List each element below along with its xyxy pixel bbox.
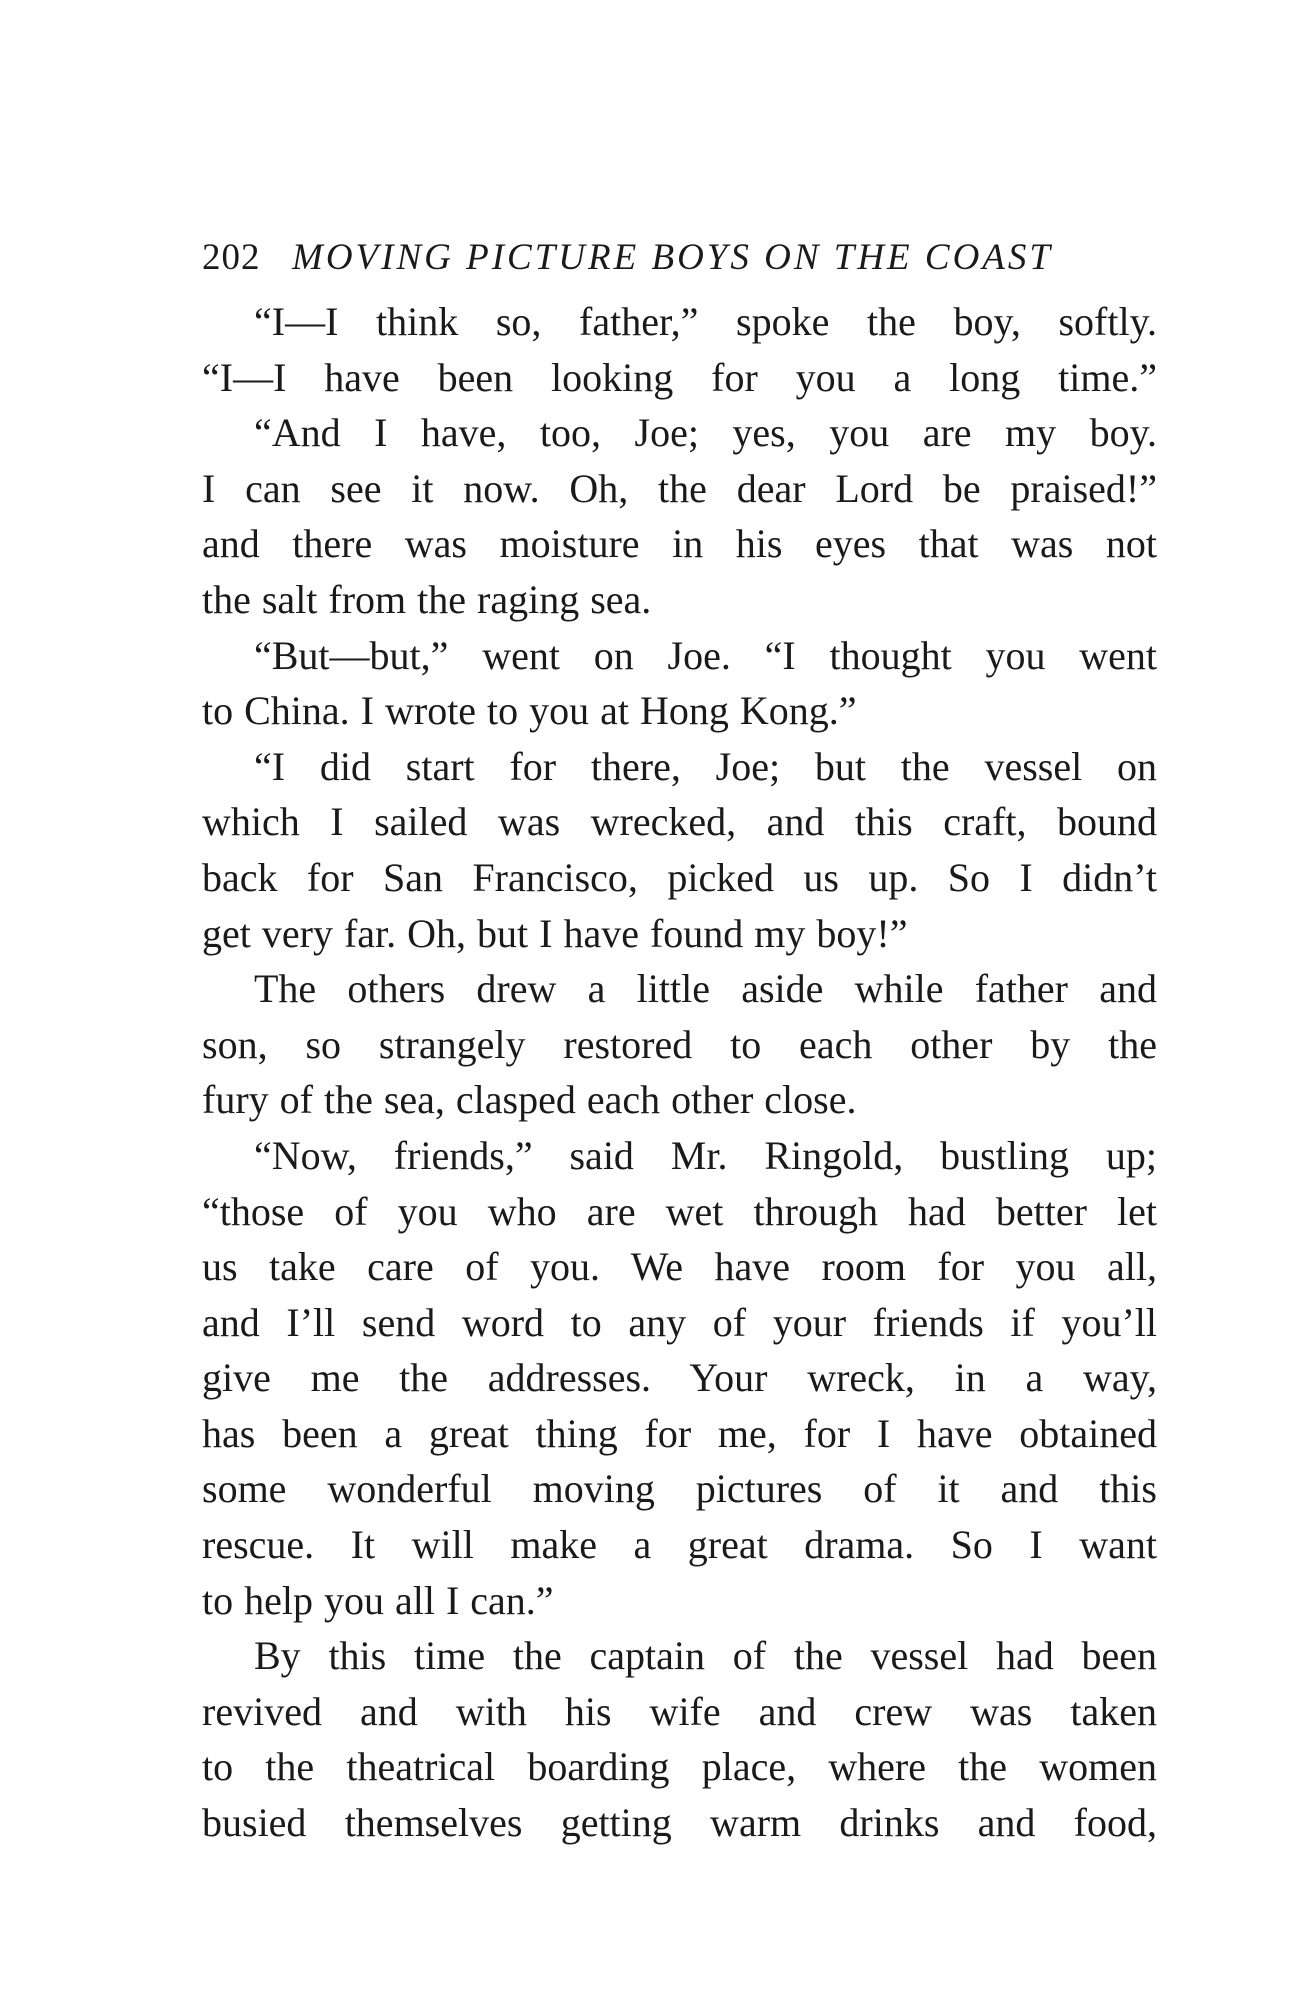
text-line: to China. I wrote to you at Hong Kong.” xyxy=(202,688,857,734)
text-line: and I’ll send word to any of your friends if you’ll xyxy=(202,1299,1157,1345)
text-line: to the theatrical boarding place, where the women xyxy=(202,1744,1157,1790)
book-page xyxy=(202,236,1157,1851)
text-line: give me the addresses. Your wreck, in a way, xyxy=(202,1355,1157,1401)
text-line: “And I have, too, Joe; yes, you are my boy. xyxy=(254,410,1157,456)
text-line: rescue. It will make a great drama. So I want xyxy=(202,1522,1157,1568)
text-line: revived and with his wife and crew was taken xyxy=(202,1688,1157,1734)
text-line: “those of you who are wet through had better let xyxy=(202,1188,1157,1234)
text-line: and there was moisture in his eyes that was not xyxy=(202,521,1157,567)
text-line: to help you all I can.” xyxy=(202,1577,554,1623)
text-line: the salt from the raging sea. xyxy=(202,576,652,622)
running-title: MOVING PICTURE BOYS ON THE COAST xyxy=(292,237,1053,278)
body-text xyxy=(202,294,1157,1851)
text-line: busied themselves getting warm drinks and food, xyxy=(202,1800,1157,1846)
text-line: “I—I have been looking for you a long time.” xyxy=(202,354,1157,400)
text-line: us take care of you. We have room for you all, xyxy=(202,1244,1157,1290)
text-line: son, so strangely restored to each other by the xyxy=(202,1021,1157,1067)
text-line: has been a great thing for me, for I have obtained xyxy=(202,1410,1157,1456)
text-line: some wonderful moving pictures of it and this xyxy=(202,1466,1157,1512)
page-number: 202 xyxy=(202,237,261,278)
text-line: The others drew a little aside while father and xyxy=(254,966,1157,1012)
text-line: back for San Francisco, picked us up. So I didn’t xyxy=(202,854,1157,900)
text-line: which I sailed was wrecked, and this craft, bound xyxy=(202,799,1157,845)
text-line: “But—but,” went on Joe. “I thought you went xyxy=(254,632,1157,678)
text-line: I can see it now. Oh, the dear Lord be praised!” xyxy=(202,465,1157,511)
text-line: By this time the captain of the vessel had been xyxy=(254,1633,1157,1679)
text-line: fury of the sea, clasped each other close. xyxy=(202,1077,857,1123)
text-line: “Now, friends,” said Mr. Ringold, bustling up; xyxy=(254,1132,1157,1178)
text-line: get very far. Oh, but I have found my boy!” xyxy=(202,910,908,956)
text-line: “I did start for there, Joe; but the vessel on xyxy=(254,743,1157,789)
page-header xyxy=(202,236,1157,292)
text-line: “I—I think so, father,” spoke the boy, softly. xyxy=(254,299,1157,344)
